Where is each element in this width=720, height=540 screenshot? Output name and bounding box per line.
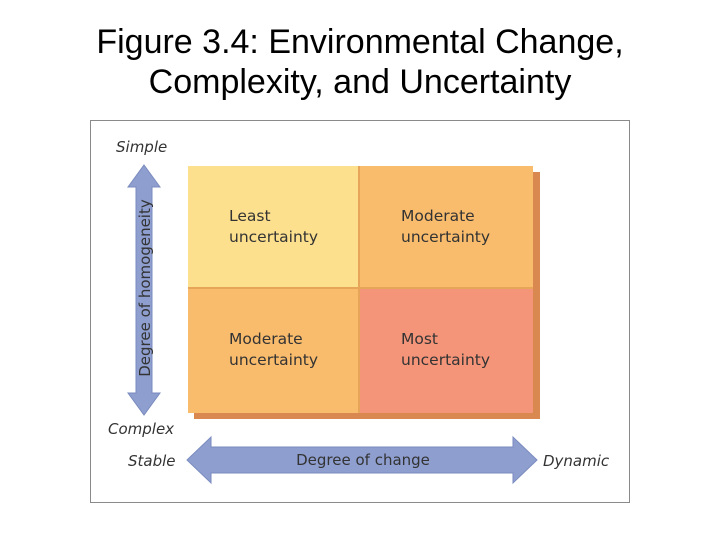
grid-depth-right [533,172,540,419]
slide-title-line1: Figure 3.4: Environmental Change, [96,23,624,61]
cell-label-line1: Most [401,330,439,348]
horizontal-arrow-label: Degree of change [296,451,430,469]
cell-label-line2: uncertainty [229,351,319,369]
cell-moderate-uncertainty-top [360,166,533,289]
cell-moderate-uncertainty-bottom [188,289,360,413]
cell-label-line1: Least [229,207,271,225]
cell-label-line1: Moderate [401,207,475,225]
cell-least-uncertainty [188,166,360,289]
cell-label-line2: uncertainty [401,351,491,369]
cell-label-line2: uncertainty [229,228,319,246]
y-axis-top-label: Simple [116,138,168,156]
slide-title [0,22,720,102]
y-axis-bottom-label: Complex [108,420,175,438]
cell-label-line2: uncertainty [401,228,491,246]
cell-most-uncertainty [360,289,533,413]
grid-depth-bottom [194,413,540,419]
cell-label-line1: Moderate [229,330,303,348]
vertical-arrow-label: Degree of homogeneity [136,199,154,377]
slide-title-line2: Complexity, and Uncertainty [148,63,572,101]
x-axis-right-label: Dynamic [543,452,610,470]
x-axis-left-label: Stable [128,452,176,470]
